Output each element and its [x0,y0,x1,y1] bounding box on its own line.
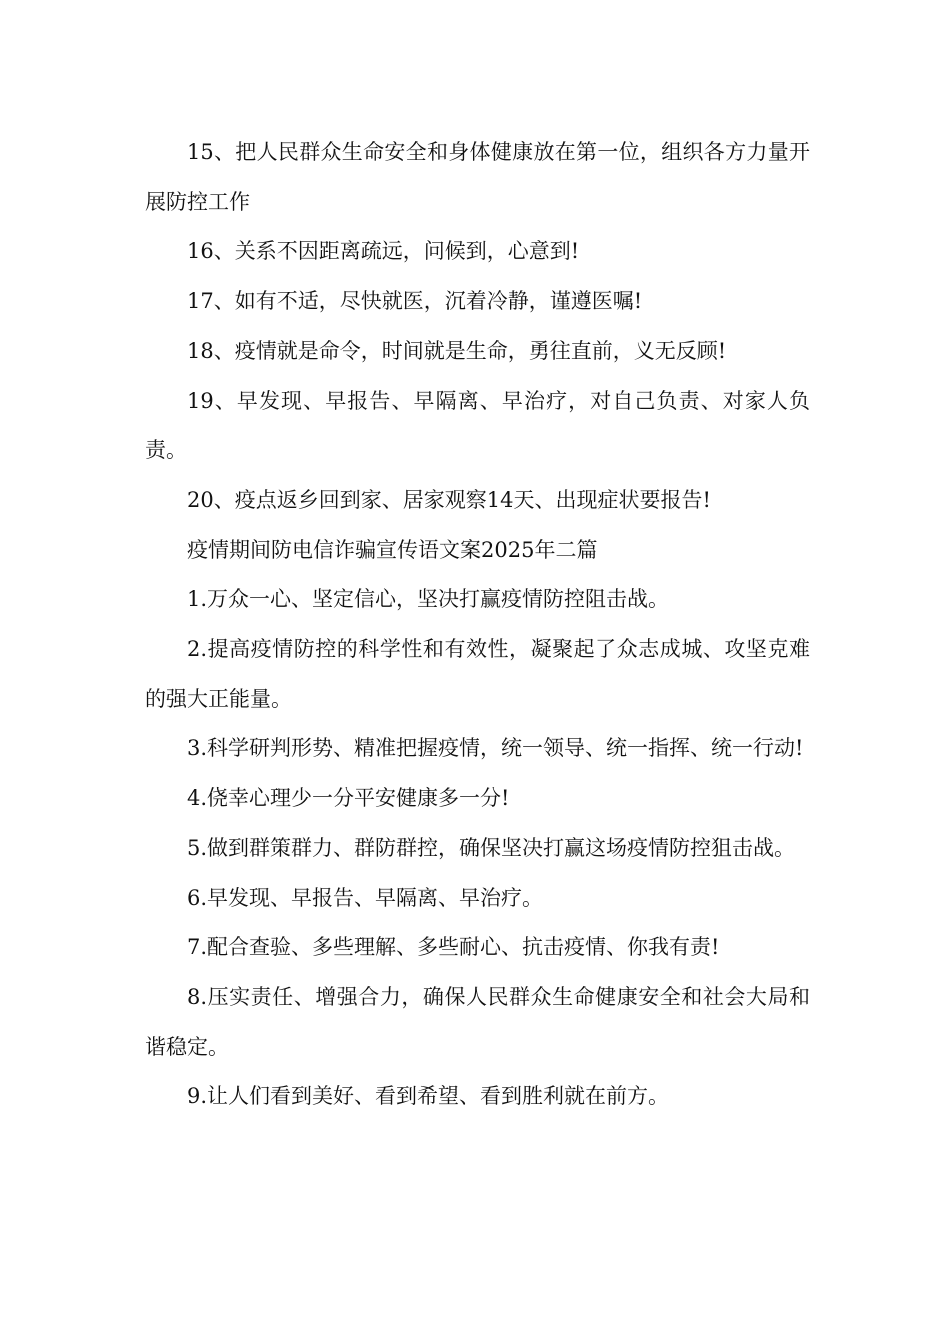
document-body [145,128,810,1122]
slogan-18: 18、疫情就是命令，时间就是生命，勇往直前，义无反顾! [187,338,727,363]
slogan-6: 6.早发现、早报告、早隔离、早治疗。 [187,885,544,910]
slogan-17: 17、如有不适，尽快就医，沉着冷静，谨遵医嘱! [187,289,643,314]
slogan-3: 3.科学研判形势、精准把握疫情，统一领导、统一指挥、统一行动! [187,736,804,761]
slogan-20: 20、疫点返乡回到家、居家观察14天、出现症状要报告! [187,487,711,512]
slogan-19: 19、早发现、早报告、早隔离、早治疗，对自己负责、对家人负责。 [145,388,810,463]
slogan-4: 4.侥幸心理少一分平安健康多一分! [187,786,510,811]
slogan-9: 9.让人们看到美好、看到希望、看到胜利就在前方。 [187,1084,670,1109]
slogan-5: 5.做到群策群力、群防群控，确保坚决打赢这场疫情防控狙击战。 [187,835,796,860]
slogan-8: 8.压实责任、增强合力，确保人民群众生命健康安全和社会大局和谐稳定。 [145,984,810,1059]
slogan-1: 1.万众一心、坚定信心，坚决打赢疫情防控阻击战。 [187,587,670,612]
section-heading: 疫情期间防电信诈骗宣传语文案2025年二篇 [187,537,598,562]
slogan-15: 15、把人民群众生命安全和身体健康放在第一位，组织各方力量开展防控工作 [145,140,810,214]
slogan-16: 16、关系不因距离疏远，问候到，心意到! [187,239,580,264]
slogan-2: 2.提高疫情防控的科学性和有效性，凝聚起了众志成城、攻坚克难的强大正能量。 [145,637,810,711]
slogan-7: 7.配合查验、多些理解、多些耐心、抗击疫情、你我有责! [187,935,720,960]
